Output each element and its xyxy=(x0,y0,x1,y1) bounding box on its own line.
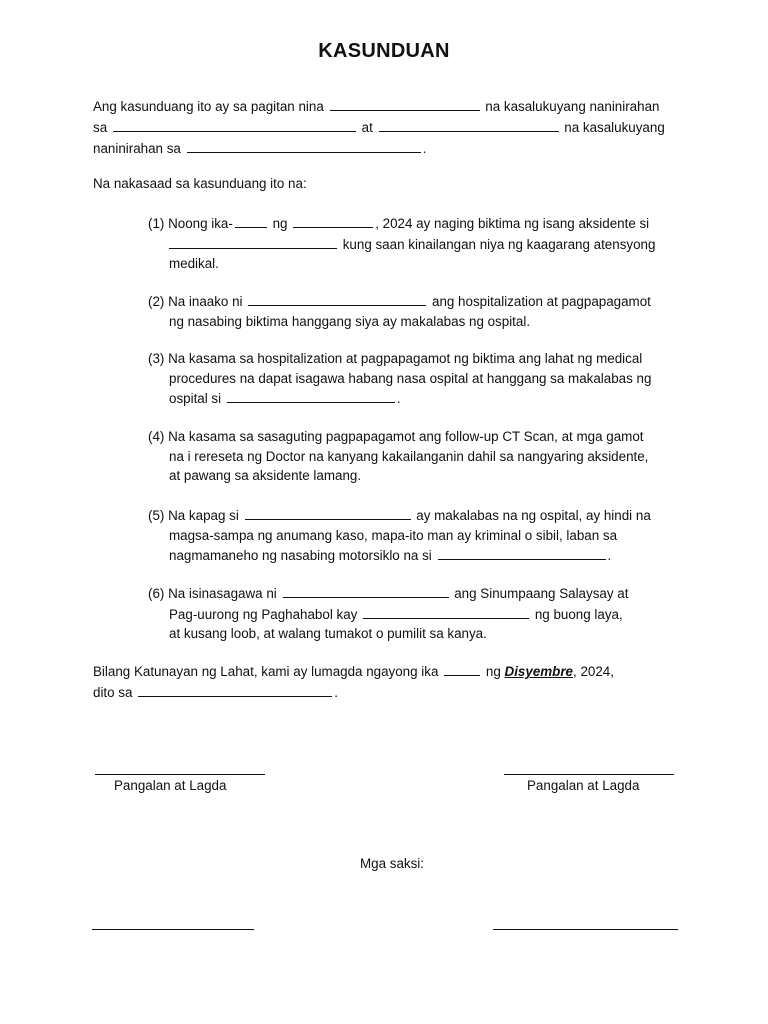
clause-text: , 2024 ay naging biktima ng isang aksidente si xyxy=(375,216,650,231)
clause-text: (1) Noong ika- xyxy=(148,216,233,231)
clause-text: procedures na dapat isagawa habang nasa ospital at hanggang sa makalabas ng xyxy=(169,370,652,386)
clause-text: (4) Na kasama sa sasaguting pagpapagamot ang follow-up CT Scan, at mga gamot xyxy=(148,429,644,444)
clause-text: . xyxy=(396,391,401,406)
intro-text: . xyxy=(422,141,427,156)
party-two-blank xyxy=(379,117,559,132)
closing-text: . xyxy=(334,685,338,700)
address-two-blank xyxy=(187,138,421,153)
clause-text: ng nasabing biktima hanggang siya ay makalabas ng ospital. xyxy=(169,313,531,329)
day-blank xyxy=(235,213,267,228)
responsible-party-blank xyxy=(248,291,426,306)
driver-blank xyxy=(438,545,606,560)
intro-text: naninirahan sa xyxy=(93,141,181,156)
clause-text: kung saan kinailangan niya ng kaagarang atensyong xyxy=(342,236,656,252)
clause-3 xyxy=(148,349,651,409)
signing-month: Disyembre xyxy=(504,664,574,679)
clause-2 xyxy=(148,291,651,331)
witness-two-line xyxy=(493,929,678,930)
left-signature-label: Pangalan at Lagda xyxy=(114,778,227,793)
intro-text: na kasalukuyang xyxy=(564,120,665,135)
closing-text: ng xyxy=(485,664,501,679)
clause-text: ang hospitalization at pagpapagamot xyxy=(432,294,651,309)
lead-text: Na nakasaad sa kasunduang ito na: xyxy=(93,176,307,191)
intro-text: sa xyxy=(93,120,108,135)
closing-text: , 2024, xyxy=(573,664,614,679)
affiant-blank xyxy=(283,583,449,598)
victim-blank xyxy=(169,234,337,249)
clause-text: magsa-sampa ng anumang kaso, mapa-ito man ay kriminal o sibil, laban sa xyxy=(169,527,618,543)
patient-blank xyxy=(227,388,395,403)
clause-text: (6) Na isinasagawa ni xyxy=(148,586,277,601)
clause-text: (2) Na inaako ni xyxy=(148,294,243,309)
party-one-blank xyxy=(330,96,480,111)
clause-6 xyxy=(148,583,628,644)
intro-text: at xyxy=(361,120,373,135)
clause-text: ng buong laya, xyxy=(534,606,623,622)
clause-4 xyxy=(148,427,648,486)
intro-paragraph xyxy=(93,96,665,159)
claimant-blank xyxy=(363,604,529,619)
closing-text: dito sa xyxy=(93,685,133,700)
clause-text: (5) Na kapag si xyxy=(148,508,239,523)
document-title: KASUNDUAN xyxy=(318,40,450,62)
signing-day-blank xyxy=(444,661,480,676)
clause-1 xyxy=(148,213,655,274)
clause-text: ng xyxy=(272,216,288,231)
clause-text: at kusang loob, at walang tumakot o pumilit sa kanya. xyxy=(169,626,487,641)
intro-text: Ang kasunduang ito ay sa pagitan nina xyxy=(93,99,324,114)
discharged-person-blank xyxy=(245,505,411,520)
clause-text: ospital si xyxy=(169,391,222,406)
witness-one-line xyxy=(92,929,254,930)
right-signature-line xyxy=(504,774,674,775)
closing-text: Bilang Katunayan ng Lahat, kami ay lumagda ngayong ika xyxy=(93,664,439,679)
month-blank xyxy=(293,213,373,228)
intro-text: na kasalukuyang naninirahan xyxy=(485,99,660,114)
address-one-blank xyxy=(113,117,356,132)
clause-text: ay makalabas na ng ospital, ay hindi na xyxy=(416,508,651,523)
closing-paragraph xyxy=(93,661,614,703)
clause-text: na i rereseta ng Doctor na kanyang kakailanganin dahil sa nangyaring aksidente, xyxy=(169,448,649,464)
right-signature-label: Pangalan at Lagda xyxy=(527,778,640,793)
left-signature-line xyxy=(95,774,265,775)
clause-text: . xyxy=(607,548,612,563)
clause-text: nagmamaneho ng nasabing motorsiklo na si xyxy=(169,548,432,563)
witnesses-label: Mga saksi: xyxy=(360,856,424,871)
clause-text: (3) Na kasama sa hospitalization at pagpapagamot ng biktima ang lahat ng medical xyxy=(148,351,643,366)
clause-text: ang Sinumpaang Salaysay at xyxy=(454,586,629,601)
clause-text: at pawang sa aksidente lamang. xyxy=(169,468,362,483)
clause-5 xyxy=(148,505,651,566)
signing-place-blank xyxy=(138,682,332,697)
clause-text: Pag-uurong ng Paghahabol kay xyxy=(169,606,358,622)
clause-text: medikal. xyxy=(169,256,219,271)
